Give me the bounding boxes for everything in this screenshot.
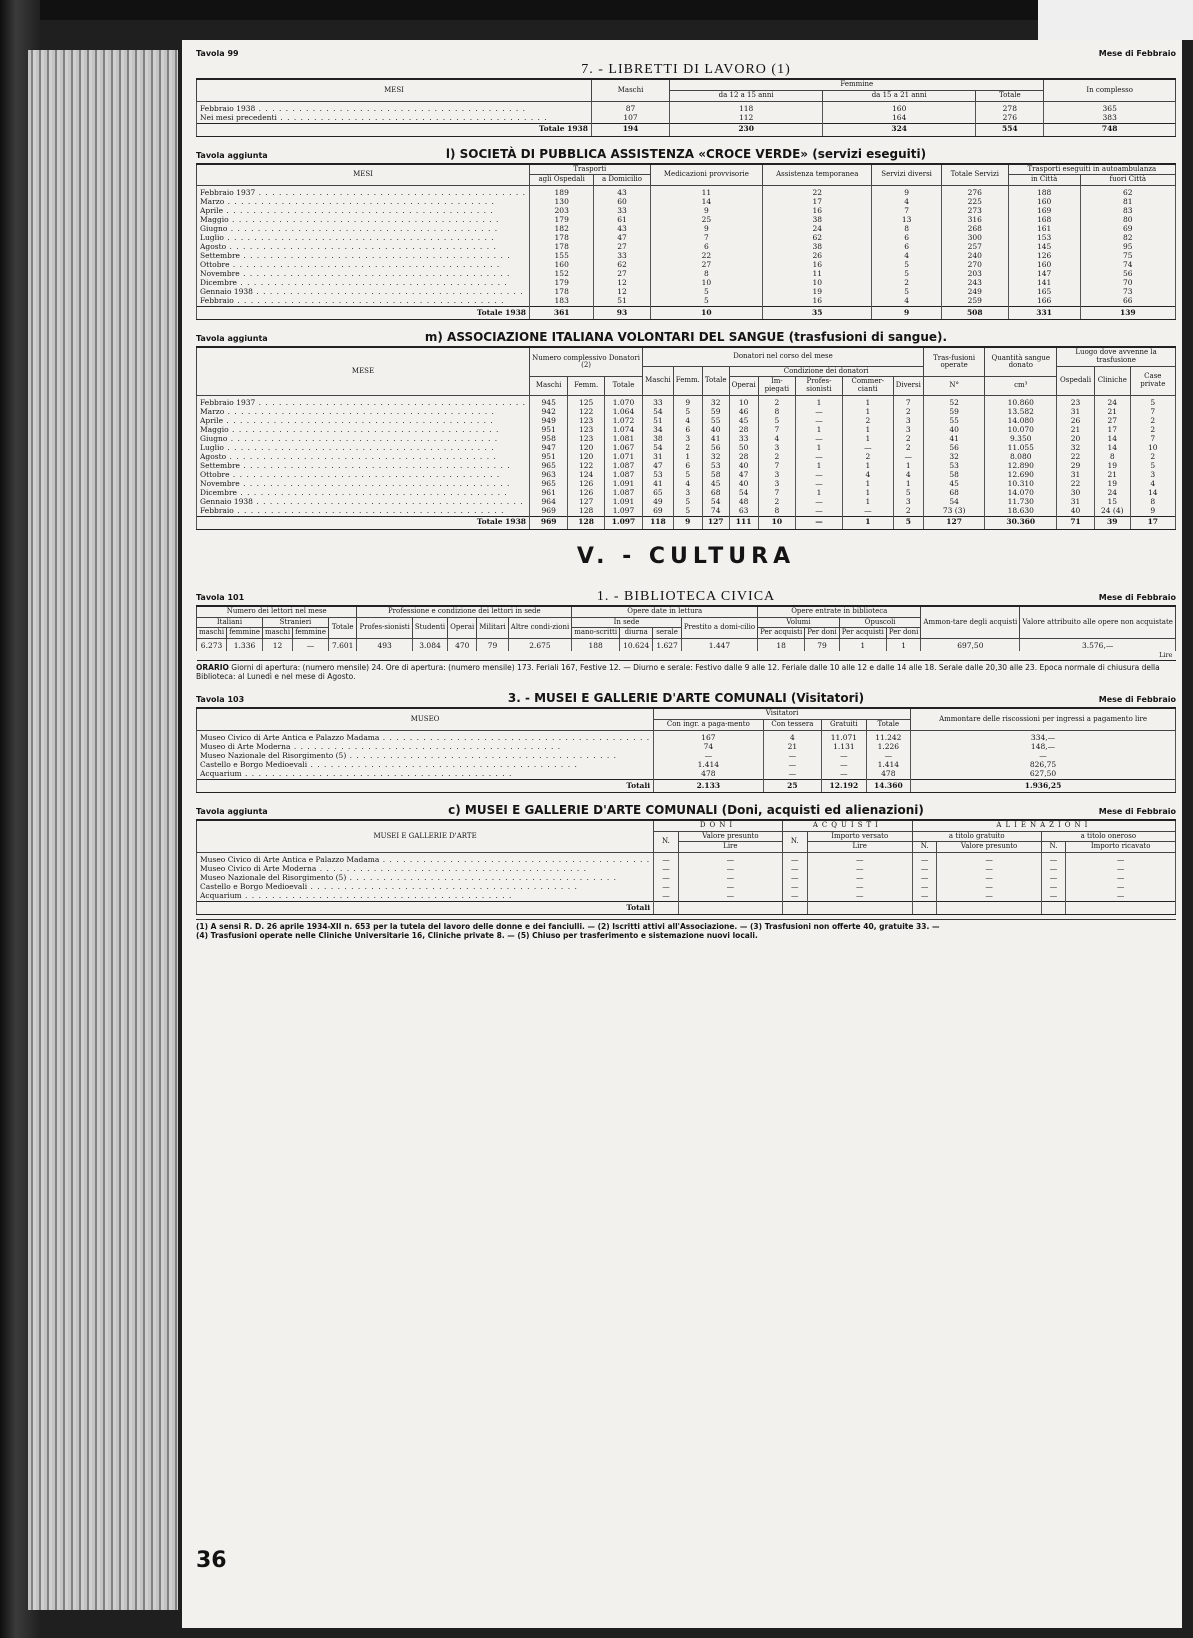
table-row: Novembre . . . 965 126 1.091 41 4 45 40 3 — 1 1 45 10.310 22 19 4 (197, 480, 1176, 489)
scan-corner (1038, 0, 1193, 40)
col-mesi: MESI (197, 79, 592, 101)
tm-heading (196, 330, 1176, 346)
col-f1: da 12 a 15 anni (670, 90, 823, 101)
table-row: Agosto . . . 178 27 6 38 6 257 145 95 (197, 243, 1176, 252)
table-row: Acquarium . . . — — — — — — — — (197, 892, 1176, 902)
table-row: Castello e Borgo Medioevali . . . — — — — — — — — (197, 883, 1176, 892)
t101-title: 1. - BIBLIOTECA CIVICA (596, 588, 776, 604)
table-row: Febbraio . . . 969 128 1.097 69 5 74 63 8 — — 2 73 (3) 18.630 40 24 (4) 9 (197, 507, 1176, 517)
table-row: Febbraio 1938 . . . 87 118 160 278 365 (197, 101, 1176, 114)
table-row: Dicembre . . . 179 12 10 10 2 243 141 70 (197, 279, 1176, 288)
table-row: Novembre . . . 152 27 8 11 5 203 147 56 (197, 270, 1176, 279)
table-row: Gennaio 1938 . . . 964 127 1.091 49 5 54 48 2 — 1 3 54 11.730 31 15 8 (197, 498, 1176, 507)
t7-title: 7. - LIBRETTI DI LAVORO (1) (581, 62, 791, 78)
table-row: Maggio . . . 179 61 25 38 13 316 168 80 (197, 216, 1176, 225)
table-row: Aprile . . . 949 123 1.072 51 4 55 45 5 — 2 3 55 14.080 26 27 2 (197, 417, 1176, 426)
t7-heading (196, 62, 1176, 78)
total-row: Totale 1938 969 128 1.097 118 9 127 111 10 — 1 5 127 30.360 71 39 17 (197, 516, 1176, 529)
tl-tav: Tavola aggiunta (196, 150, 268, 160)
scan-top-border (0, 0, 1193, 20)
tavola-number: Tavola 99 (196, 49, 239, 58)
page-number: 36 (196, 1548, 227, 1573)
total-row: Totale 1938 361 93 10 35 9 508 331 139 (197, 307, 1176, 320)
table-row: Acquarium . . . 478 — — 478 627,50 (197, 770, 1176, 780)
table-row: Museo Civico di Arte Moderna . . . — — — — — — — — (197, 865, 1176, 874)
table-row: Settembre . . . 965 122 1.087 47 6 53 40 7 1 1 1 53 12.890 29 19 5 (197, 462, 1176, 471)
table-row: Castello e Borgo Medioevali . . . 1.414 — — 1.414 826,75 (197, 761, 1176, 770)
table-row: Giugno . . . 182 43 9 24 8 268 161 69 (197, 225, 1176, 234)
total-row: Totali (197, 901, 1176, 914)
t101-heading (196, 589, 1176, 605)
tm-tav: Tavola aggiunta (196, 334, 268, 344)
month-label: Mese di Febbraio (1098, 49, 1176, 58)
table-row: Museo di Arte Moderna . . . 74 21 1.131 1.226 148,— (197, 743, 1176, 752)
table-row: Luglio . . . 178 47 7 62 6 300 153 82 (197, 234, 1176, 243)
tl-heading (196, 147, 1176, 163)
tm-title: m) ASSOCIAZIONE ITALIANA VOLONTARI DEL SANGUE (trasfusioni di sangue). (424, 330, 948, 345)
col-femmine: Femmine (670, 79, 1044, 90)
table-row: Aprile . . . 203 33 9 16 7 273 169 83 (197, 207, 1176, 216)
footnote: (1) A sensi R. D. 26 aprile 1934-XII n. 653 per la tutela del lavoro delle donne e dei fanciulli. — (2) Iscritti attivi all'Associazione. — (3) Trasfusioni non offerte 40, gratuite 33. — (196, 921, 940, 931)
musei-doni-table: MUSEI E GALLERIE D'ARTE DONI ACQUISTI ALIENAZIONI N. Valore presunto N. Importo versato a titolo gratuito a titolo oneroso Lire Lire N. Valore presunto N. Importo ricavato Museo Civico di Arte Antica e Palazzo Madama . . . — — — — — — — — Museo Civico di Arte Moderna . . . — — — — — — — — Museo Nazionale del Risorgimento (5) . . . — — — — — — — — Castello e Borgo Medioevali . . . — — — — — — — — Acquarium . . . — — — — — — — — Totali (196, 819, 1176, 915)
footnote: (4) Trasfusioni operate nelle Cliniche Universitarie 16, Cliniche private 8. — (5) Chiuso per trasferimento e sistemazione nuovi locali. (196, 930, 758, 940)
table-row: Agosto . . . 951 120 1.071 31 1 32 28 2 — 2 — 32 8.080 22 8 2 (197, 453, 1176, 462)
table-row: Settembre . . . 155 33 22 26 4 240 126 75 (197, 252, 1176, 261)
orario-note: ORARIO Giorni di apertura: (numero mensile) 24. Ore di apertura: (numero mensile) 173. Feriali 167, Festive 12. — Diurno e serale: Festivo dalle 9 alle 12. Feriale dalle 10 alle 12 e dalle 14 alle 18. Serale dalle 20,30 alle 23. Epoca normale di chiusura della Biblioteca: al Lunedì e nel mese di Agosto. (196, 663, 1160, 681)
table-row: Ottobre . . . 963 124 1.087 53 5 58 47 3 — 4 4 58 12.690 31 21 3 (197, 471, 1176, 480)
t103-tav: Tavola 103 (196, 695, 245, 705)
table-row: Museo Civico di Arte Antica e Palazzo Madama . . . — — — — — — — — (197, 852, 1176, 865)
t103-title: 3. - MUSEI E GALLERIE D'ARTE COMUNALI (Visitatori) (507, 691, 865, 706)
total-row: Totale 1938 194 230 324 554 748 (197, 123, 1176, 136)
table-row: Museo Nazionale del Risorgimento (5) . . . — — — — — (197, 752, 1176, 761)
footnotes (196, 919, 1176, 940)
t103-heading (196, 691, 1176, 707)
page-edges (28, 50, 178, 1610)
section-title: V. - CULTURA (576, 543, 796, 569)
table-row: Marzo . . . 130 60 14 17 4 225 160 81 (197, 198, 1176, 207)
sangue-table: MESE Numero complessivo Donatori (2) Donatori nel corso del mese Tras-fusioni operate Quantità sangue donato Luogo dove avvenne la trasfusione Maschi Femm. Totale Condizione dei donatori Ospedali Cliniche Case private Maschi Femm. Totale Operai Im-piegati Profes-sionisti Commer-cianti Diversi N° cm³ Febbraio 1937 . . . 945 125 1.070 33 9 32 10 2 1 1 7 52 10.860 23 24 5 Marzo . . . 942 122 1.064 54 5 59 46 8 — 1 2 59 13.582 31 21 7 Aprile . . . 949 123 1.072 51 4 55 45 5 — 2 3 55 14.080 26 27 2 Maggio . . . 951 123 1.074 34 6 40 28 7 1 1 3 40 10.070 21 17 2 Giugno . . . 958 123 1.081 38 3 41 33 4 — 1 2 41 9.350 20 14 7 Luglio . . . 947 120 1.067 54 2 56 50 3 1 — 2 56 11.055 32 14 10 Agosto . . . 951 120 1.071 31 1 32 28 2 — 2 — 32 8.080 22 8 2 Settembre . . . 965 122 1.087 47 6 53 40 7 1 1 1 53 12.890 29 19 5 Ottobre . . . 963 124 1.087 53 5 58 47 3 — 4 4 58 12.690 31 21 3 Novembre . . . 965 126 1.091 41 4 45 40 3 — 1 1 45 10.310 22 19 4 Dicembre . . . 961 126 1.087 65 3 68 54 7 1 1 5 68 14.070 30 24 14 Gennaio 1938 . . . 964 127 1.091 49 5 54 48 2 — 1 3 54 11.730 31 15 8 Febbraio . . . 969 128 1.097 69 5 74 63 8 — — 2 73 (3) 18.630 40 24 (4) 9 Totale 1938 969 128 1.097 118 9 127 111 10 — 1 5 127 30.360 71 39 17 (196, 346, 1176, 529)
table-row: Luglio . . . 947 120 1.067 54 2 56 50 3 1 — 2 56 11.055 32 14 10 (197, 444, 1176, 453)
page-header (196, 49, 1176, 58)
libretti-table (196, 78, 1176, 136)
table-row: Marzo . . . 942 122 1.064 54 5 59 46 8 — 1 2 59 13.582 31 21 7 (197, 408, 1176, 417)
col-totale: Totale (976, 90, 1044, 101)
tc-heading (196, 803, 1176, 819)
tc-mese: Mese di Febbraio (1098, 806, 1176, 816)
table-row: Maggio . . . 951 123 1.074 34 6 40 28 7 1 1 3 40 10.070 21 17 2 (197, 426, 1176, 435)
table-row: 6.273 1.336 12 — 7.601 493 3.084 470 79 2.675 188 10.624 1.627 1.447 18 79 1 1 697,50 3.576,— (197, 639, 1176, 652)
table-row: Febbraio 1937 . . . 189 43 11 22 9 276 188 62 (197, 186, 1176, 199)
table-row: Febbraio 1937 . . . 945 125 1.070 33 9 32 10 2 1 1 7 52 10.860 23 24 5 (197, 395, 1176, 408)
t101-tav: Tavola 101 (196, 592, 245, 602)
tl-title: l) SOCIETÀ DI PUBBLICA ASSISTENZA «CROCE VERDE» (servizi eseguiti) (445, 146, 927, 161)
musei-visitatori-table: MUSEO Visitatori Ammontare delle riscossioni per ingressi a pagamento lire Con ingr. a paga-mento Con tessera Gratuiti Totale Museo Civico di Arte Antica e Palazzo Madama . . . 167 4 11.071 11.242 334,— Museo di Arte Moderna . . . 74 21 1.131 1.226 148,— Museo Nazionale del Risorgimento (5) . . . — — — — — Castello e Borgo Medioevali . . . 1.414 — — 1.414 826,75 Acquarium . . . 478 — — 478 627,50 Totali 2.133 25 12.192 14.360 1.936,25 (196, 707, 1176, 792)
tc-title: c) MUSEI E GALLERIE D'ARTE COMUNALI (Doni, acquisti ed alienazioni) (448, 802, 924, 817)
table-row: Febbraio . . . 183 51 5 16 4 259 166 66 (197, 297, 1176, 307)
t101-mese: Mese di Febbraio (1098, 592, 1176, 602)
table-row: Museo Nazionale del Risorgimento (5) . . . — — — — — — — — (197, 874, 1176, 883)
biblioteca-table: Numero dei lettori nel mese Professione e condizione dei lettori in sede Opere date in lettura Opere entrate in biblioteca Ammon-tare degli acquisti Valore attribuito alle opere non acquistate Italiani Stranieri Totale Profes-sionisti Studenti Operai Militari Altre condi-zioni In sede Prestito a domi-cilio Volumi Opuscoli maschi femmine maschi femmine mano-scritti diurna serale Per acquisti Per doni Per acquisti Per doni 6.273 1.336 12 — 7.601 493 3.084 470 79 2.675 188 10.624 1.627 1.447 18 79 1 1 697,50 3.576,— Lire (196, 605, 1176, 661)
t103-mese: Mese di Febbraio (1098, 695, 1176, 705)
table-row: Nei mesi precedenti . . . 107 112 164 276 383 (197, 114, 1176, 124)
table-row: Museo Civico di Arte Antica e Palazzo Madama . . . 167 4 11.071 11.242 334,— (197, 730, 1176, 743)
tc-tav: Tavola aggiunta (196, 806, 268, 816)
table-row: Giugno . . . 958 123 1.081 38 3 41 33 4 — 1 2 41 9.350 20 14 7 (197, 435, 1176, 444)
document-page (182, 40, 1182, 1628)
table-row: Gennaio 1938 . . . 178 12 5 19 5 249 165 73 (197, 288, 1176, 297)
total-row: Totali 2.133 25 12.192 14.360 1.936,25 (197, 779, 1176, 792)
col-f2: da 15 a 21 anni (823, 90, 976, 101)
col-maschi: Maschi (592, 79, 670, 101)
table-row: Ottobre . . . 160 62 27 16 5 270 160 74 (197, 261, 1176, 270)
col-complesso: In complesso (1044, 79, 1176, 101)
croce-verde-table: MESI Trasporti Medicazioni provvisorie Assistenza temporanea Servizi diversi Totale Servizi Trasporti eseguiti in autoambulanza agli Ospedali a Domicilio in Città fuori Città Febbraio 1937 . . . 189 43 11 22 9 276 188 62 Marzo . . . 130 60 14 17 4 225 160 81 Aprile . . . 203 33 9 16 7 273 169 83 Maggio . . . 179 61 25 38 13 316 168 80 Giugno . . . 182 43 9 24 8 268 161 69 Luglio . . . 178 47 7 62 6 300 153 82 Agosto . . . 178 27 6 38 6 257 145 95 Settembre . . . 155 33 22 26 4 240 126 75 Ottobre . . . 160 62 27 16 5 270 160 74 Novembre . . . 152 27 8 11 5 203 147 56 Dicembre . . . 179 12 10 10 2 243 141 70 Gennaio 1938 . . . 178 12 5 19 5 249 165 73 Febbraio . . . 183 51 5 16 4 259 166 66 Totale 1938 361 93 10 35 9 508 331 139 (196, 163, 1176, 320)
table-row: Dicembre . . . 961 126 1.087 65 3 68 54 7 1 1 5 68 14.070 30 24 14 (197, 489, 1176, 498)
